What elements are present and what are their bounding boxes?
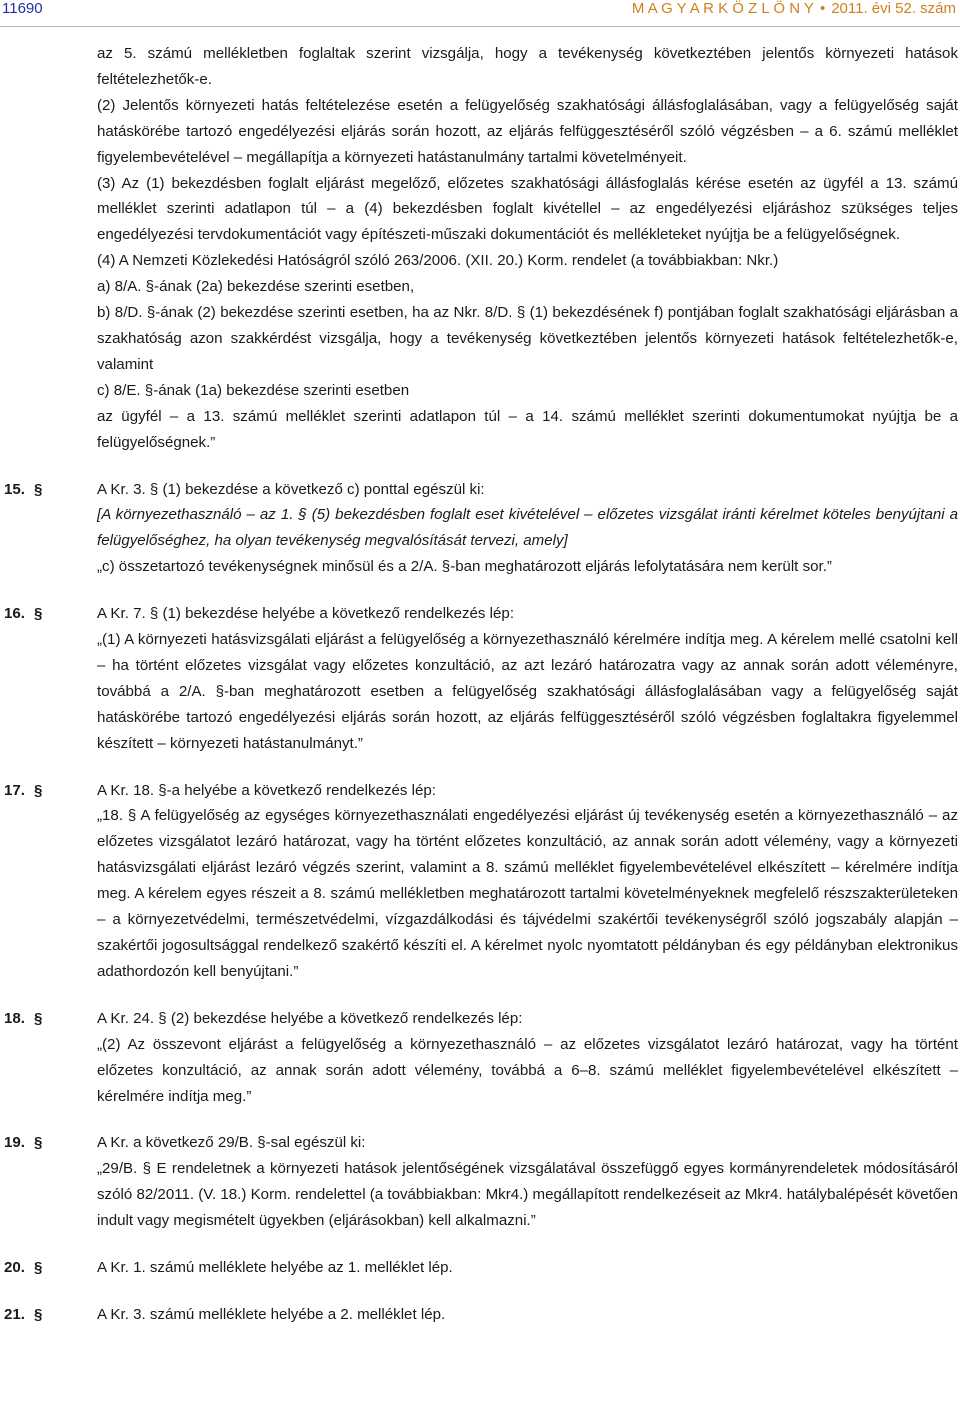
section-quote: „18. § A felügyelőség az egységes környezethasználati engedélyezési eljárást új tevékenység esetén a környezethasználó – az előzetes vizsgálatot lezáró határozat, vagy ha történt előzetes konzultáció, az annak során adott vélemény, vagy a környezeti hatásvizsgálati eljárást lezáró végzés szerint, valamint a 8. számú melléklet figyelembevételével elkészített – kérelmére indítja meg. A kérelem egyes részeit a 8. számú mellékletben meghatározott tartalmi követelményeknek megfelelő részszakterületeken – a környezetvédelmi, természetvédelmi, vízgazdálkodási és tájvédelmi szakértői tevékenységről szóló jogszabály alapján – szakértői jogosultsággal rendelkező szakértő készíti el. A kérelmet nyolc nyomtatott példányban és egy példányban elektronikus adathordozón kell benyújtani.” — [97, 807, 958, 980]
section-19 — [4, 1130, 958, 1234]
section-number: 21. — [4, 1305, 25, 1323]
intro-paragraph: (3) Az (1) bekezdésben foglalt eljárást megelőző, előzetes szakhatósági állásfoglalás kérése esetén az ügyfél a 13. számú melléklet szerinti adatlapon túl – a (4) bekezdésben foglalt kivétellel – az engedélyezési eljáráshoz szükséges teljes engedélyezési tervdokumentációt vagy építészeti-műszaki dokumentációt és mellékleteket nyújtja be a felügyelőségnek. — [97, 174, 958, 244]
intro-paragraph: b) 8/D. §-ának (2) bekezdése szerinti esetben, ha az Nkr. 8/D. § (1) bekezdésének f) pontjában foglalt szakhatósági eljárásban a szakhatóság azon szakkérdést vizsgálja, hogy a tevékenység következtében jelentős környezeti hatások feltételezhetők-e, valamint — [97, 304, 958, 373]
section-sign: § — [34, 1134, 43, 1152]
section-sign: § — [34, 1259, 43, 1277]
section-21 — [4, 1302, 958, 1328]
section-lead: A Kr. 7. § (1) bekezdése helyébe a következő rendelkezés lép: — [97, 605, 515, 623]
section-sign: § — [34, 1009, 43, 1027]
section-quote: „(1) A környezeti hatásvizsgálati eljárást a felügyelőség a környezethasználó kérelmére indítja meg. A kérelem mellé csatolni kell – ha történt előzetes vizsgálat vagy előzetes konzultáció, az azt lezáró határozatra vagy az annak során adott véleményre, továbbá a 2/A. §-ban meghatározott esetben a felügyelőség szakhatósági állásfoglalásában vagy a felügyelőség saját hatáskörébe tartozó engedélyezési eljárás során hozott, az eljárás felfüggesztéséről szóló végzésben foglaltakra figyelemmel készített – környezeti hatástanulmányt.” — [97, 631, 958, 752]
section-sign: § — [34, 781, 43, 799]
intro-paragraph: a) 8/A. §-ának (2a) bekezdése szerinti esetben, — [97, 278, 415, 296]
section-18 — [4, 1006, 958, 1110]
page-header — [0, 0, 960, 20]
intro-paragraph: az 5. számú mellékletben foglaltak szerint vizsgálja, hogy a tevékenység következtében jelentős környezeti hatások feltételezhetők-e. — [97, 45, 958, 88]
section-17 — [4, 778, 958, 985]
section-sign: § — [34, 605, 43, 623]
section-italic-context: [A környezethasználó – az 1. § (5) bekezdésben foglalt eset kivételével – előzetes vizsgálat iránti kérelmet köteles benyújtani a felügyelőséghez, ha olyan tevékenység megvalósítását tervezi, amely] — [97, 506, 958, 550]
section-quote: „(2) Az összevont eljárást a felügyelőség a környezethasználó – az előzetes vizsgálatot lezáró határozat, vagy ha történt előzetes konzultáció, az annak során adott vélemény, továbbá a 6–8. számú melléklet figyelembevételével elkészített – kérelmére indítja meg.” — [97, 1035, 958, 1105]
section-number: 16. — [4, 605, 25, 623]
page-number: 11690 — [2, 0, 43, 17]
issue-number: 2011. évi 52. szám — [831, 0, 956, 17]
section-lead: A Kr. 3. számú melléklete helyébe a 2. melléklet lép. — [97, 1305, 446, 1323]
section-lead: A Kr. a következő 29/B. §-sal egészül ki: — [97, 1134, 366, 1152]
section-number: 19. — [4, 1134, 25, 1152]
section-number: 17. — [4, 781, 25, 799]
section-quote: „c) összetartozó tevékenységnek minősül és a 2/A. §-ban meghatározott eljárás lefolytatására nem került sor.” — [97, 558, 832, 576]
section-lead: A Kr. 3. § (1) bekezdése a következő c) ponttal egészül ki: — [97, 480, 485, 498]
journal-name: M A G Y A R K Ö Z L Ö N Y — [631, 0, 814, 17]
section-lead: A Kr. 1. számú melléklete helyébe az 1. melléklet lép. — [97, 1259, 453, 1277]
section-number: 20. — [4, 1259, 25, 1277]
intro-paragraph: (4) A Nemzeti Közlekedési Hatóságról szóló 263/2006. (XII. 20.) Korm. rendelet (a továbbiakban: Nkr.) — [97, 252, 779, 270]
intro-paragraph: c) 8/E. §-ának (1a) bekezdése szerinti esetben — [97, 381, 410, 399]
section-sign: § — [34, 480, 43, 498]
intro-paragraph: (2) Jelentős környezeti hatás feltételezése esetén a felügyelőség szakhatósági állásfoglalásában, vagy a felügyelőség saját hatáskörébe tartozó engedélyezési eljárás során hozott, az eljárás felfüggesztéséről szóló végzésben – a 6. számú melléklet figyelembevételével – megállapítja a környezeti hatástanulmány tartalmi követelményeit. — [97, 96, 958, 166]
section-number: 18. — [4, 1009, 25, 1027]
document-body — [4, 41, 958, 1328]
intro-paragraph: az ügyfél – a 13. számú melléklet szerinti adatlapon túl – a 14. számú melléklet szerinti dokumentumokat nyújtja be a felügyelőségnek.” — [97, 407, 958, 451]
section-number: 15. — [4, 480, 25, 498]
section-lead: A Kr. 18. §-a helyébe a következő rendelkezés lép: — [97, 781, 436, 799]
header-divider — [0, 26, 960, 27]
section-15 — [4, 477, 958, 581]
section-sign: § — [34, 1305, 43, 1323]
journal-title — [632, 0, 956, 17]
section-16 — [4, 601, 958, 756]
section-lead: A Kr. 24. § (2) bekezdése helyébe a következő rendelkezés lép: — [97, 1009, 523, 1027]
bullet-icon: • — [819, 0, 826, 17]
section-20 — [4, 1255, 958, 1281]
section-quote: „29/B. § E rendeletnek a környezeti hatások jelentőségének vizsgálatával összefüggő egyes kormányrendeletek módosításáról szóló 82/2011. (V. 18.) Korm. rendelettel (a továbbiakban: Mkr4.) megállapított rendelkezéseit az Mkr4. hatálybalépését követően indult vagy megismételt ügyekben (eljárásokban) kell alkalmazni.” — [97, 1160, 958, 1230]
